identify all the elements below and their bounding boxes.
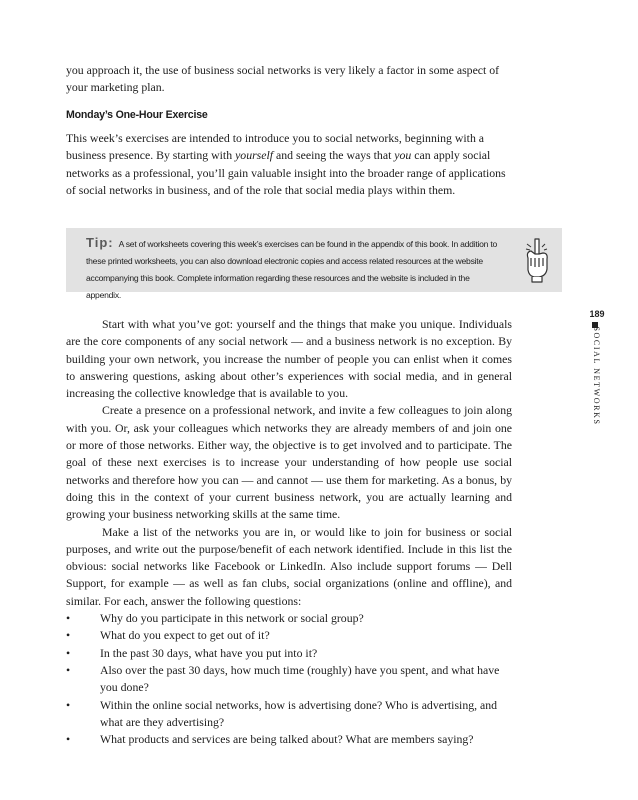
exercise-text-3: can apply social networks as a professional, you’ll gain valuable insight into the broader range of applications of social networks in business, and of the role that social media plays within them. <box>66 148 506 197</box>
paragraph-presence: Create a presence on a professional network, and invite a few colleagues to join along with you. Or, ask your colleagues which networks they are already members of and join one or more of those networks. Either way, the objective is to get involved and to participate. The goal of these next exercises is to increase your understanding of how people use social networks and therefore how you can — and cannot — use them for marketing. As a bonus, by doing this in the context of your current business network, you are actually learning and growing your business networking skills at the same time. <box>66 403 512 522</box>
intro-paragraph: you approach it, the use of business social networks is very likely a factor in some aspect of your marketing plan. <box>66 63 500 95</box>
emphasis-you: you <box>394 148 412 163</box>
bullet: • <box>66 732 71 747</box>
tip-label: Tip: <box>86 235 114 250</box>
tip-text <box>86 234 504 304</box>
bullet: • <box>66 697 71 712</box>
tip-body: A set of worksheets covering this week’s exercises can be found in the appendix of this book. In addition to these printed worksheets, you can also download electronic copies and access related resources at the website accompanying this book. Complete information regarding these resources and the website is included in the appendix. <box>86 239 498 300</box>
list-item: • What products and services are being talked about? What are members saying? <box>66 731 512 748</box>
list-item: • Why do you participate in this network or social group? <box>66 610 512 627</box>
paragraph-start: Start with what you’ve got: yourself and the things that make you unique. Individuals are the core components of any social network — and a business network is no exception. By building your own network, you increase the number of people you can enlist when it comes to answering questions, asking about other’s experiences with social media, and in general increasing the collective knowledge that is available to you. <box>66 317 512 401</box>
tip-box <box>66 228 562 300</box>
question-list <box>66 610 512 748</box>
section-label: SOCIAL NETWORKS <box>592 326 601 426</box>
exercise-paragraph <box>66 130 512 199</box>
bullet: • <box>66 645 71 660</box>
main-text <box>66 316 512 748</box>
paragraph-list: Make a list of the networks you are in, or would like to join for business or social purposes, and write out the purpose/benefit of each network identified. Include in this list the obvious: social networks like Facebook or LinkedIn. Also include support forums — Dell Support, for example — as well as fan clubs, social organizations (online and offline), and similar. For each, answer the following questions: <box>66 524 512 608</box>
bullet: • <box>66 628 71 643</box>
bullet: • <box>66 662 71 677</box>
list-item: • Within the online social networks, how is advertising done? Who is advertising, and what are they advertising? <box>66 697 498 729</box>
list-item: • Also over the past 30 days, how much time (roughly) have you spent, and what have you done? <box>66 662 500 695</box>
bullet: • <box>66 611 71 626</box>
section-heading: Monday’s One-Hour Exercise <box>66 109 208 121</box>
list-item: • In the past 30 days, what have you put into it? <box>66 645 512 662</box>
exercise-text-1: This week’s exercises are intended to introduce you to social networks, beginning with a business presence. By starting with <box>66 131 485 163</box>
emphasis-yourself: yourself <box>235 148 274 163</box>
list-item: • What do you expect to get out of it? <box>66 627 512 644</box>
exercise-text-2: and seeing the ways that <box>273 148 395 163</box>
page-number: 189 <box>589 309 605 319</box>
pointing-hand-icon <box>522 236 552 284</box>
